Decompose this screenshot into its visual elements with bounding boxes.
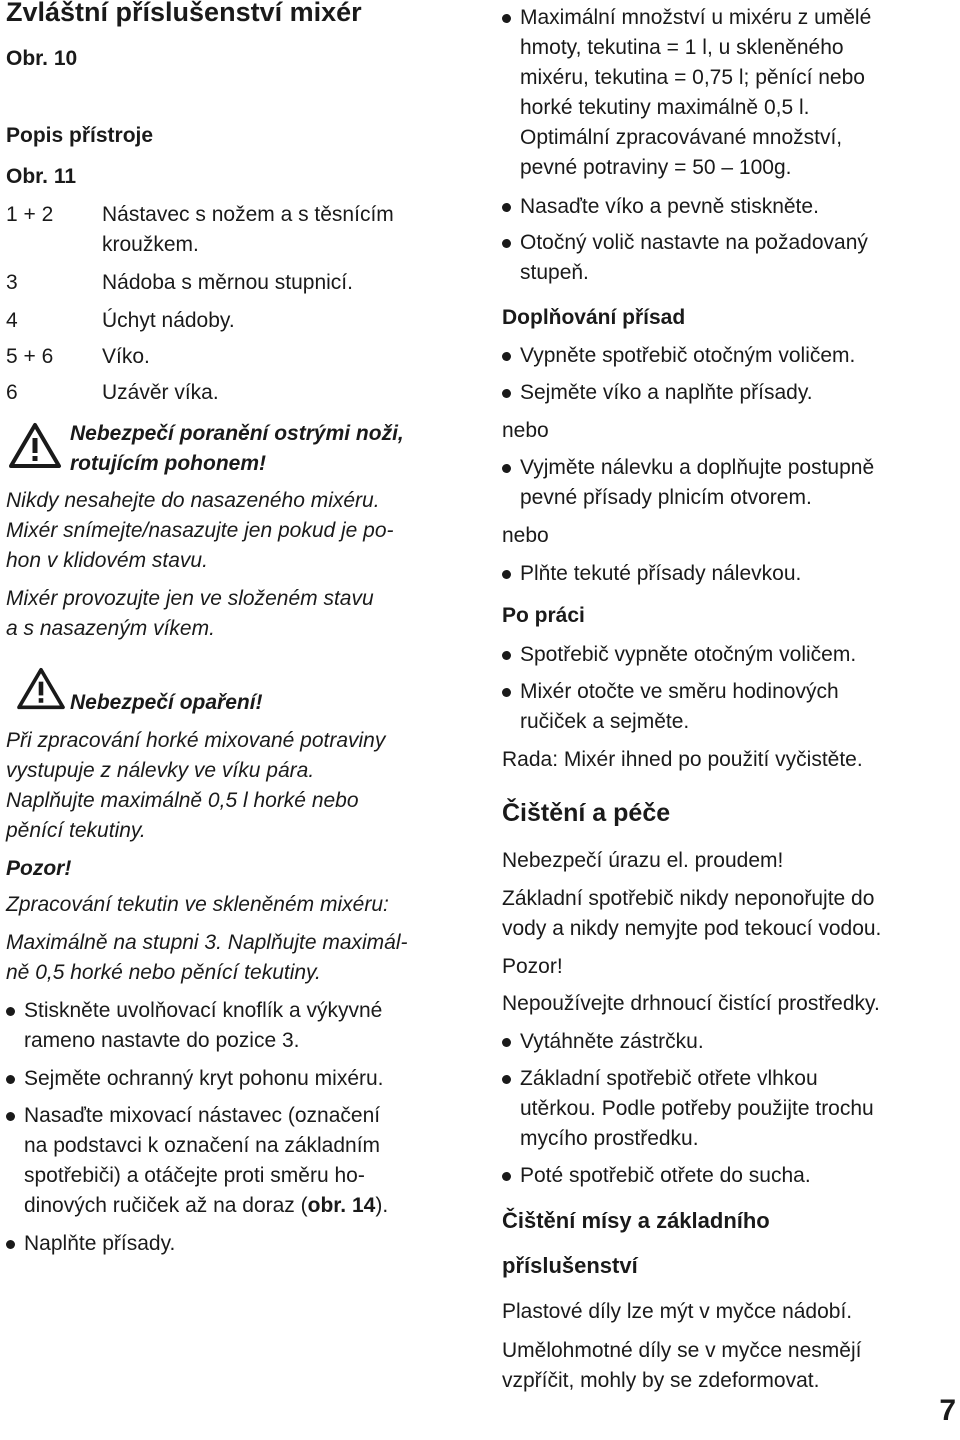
bullet-icon (502, 1038, 511, 1047)
list-item-text: Optimální zpracovávané množství, (520, 126, 843, 149)
warning-text: Při zpracování horké mixované potraviny (6, 729, 386, 752)
list-item-text: utěrkou. Podle potřeby použijte trochu (520, 1097, 874, 1120)
list-item-text: Sejměte víko a naplňte přísady. (520, 381, 813, 404)
list-item-text: pevné potraviny = 50 – 100g. (520, 156, 792, 179)
caution-label: Pozor! (502, 955, 563, 978)
bullet-icon (6, 1075, 15, 1084)
bullet-icon (6, 1240, 15, 1249)
list-item-text: spotřebiči) a otáčejte proti směru ho- (24, 1164, 365, 1187)
list-item-text: hmoty, tekutina = 1 l, u skleněného (520, 36, 844, 59)
list-item-text: Vytáhněte zástrčku. (520, 1030, 704, 1053)
list-item-text: ručiček a sejměte. (520, 710, 690, 733)
subheading: Popis přístroje (6, 124, 154, 147)
bullet-icon (502, 651, 511, 660)
figure-ref: Obr. 11 (6, 165, 77, 188)
bullet-icon (502, 352, 511, 361)
list-item-text: Spotřebič vypněte otočným voličem. (520, 643, 857, 666)
list-item-text: pevné přísady plnicím otvorem. (520, 486, 812, 509)
caution-text: ně 0,5 horké nebo pěnící tekutiny. (6, 961, 321, 984)
bullet-icon (502, 1172, 511, 1181)
list-item-text: Stiskněte uvolňovací knoflík a výkyvné (24, 999, 383, 1022)
list-item-text: Vyjměte nálevku a doplňujte postupně (520, 456, 875, 479)
list-item-text: na podstavci k označení na základním (24, 1134, 381, 1157)
list-item-text: mixéru, tekutina = 0,75 l; pěnící nebo (520, 66, 865, 89)
bullet-icon (502, 570, 511, 579)
caution-text: Maximálně na stupni 3. Naplňujte maximál- (6, 931, 408, 954)
warning-text: Nikdy nesahejte do nasazeného mixéru. (6, 489, 380, 512)
list-item-text: Vypněte spotřebič otočným voličem. (520, 344, 856, 367)
subheading: Doplňování přísad (502, 306, 686, 329)
part-number: 5 + 6 (6, 345, 54, 368)
paragraph: Základní spotřebič nikdy neponořujte do (502, 887, 875, 910)
bullet-icon (502, 688, 511, 697)
warning-text: Mixér provozujte jen ve složeném stavu (6, 587, 374, 610)
part-description: Nástavec s nožem a s těsnícím (102, 203, 394, 226)
paragraph: vzpříčit, mohly by se zdeformovat. (502, 1369, 820, 1392)
paragraph: Umělohmotné díly se v myčce nesmějí (502, 1339, 862, 1362)
part-description: Úchyt nádoby. (102, 309, 235, 332)
warning-title: Nebezpečí opaření! (70, 691, 263, 714)
part-number: 3 (6, 271, 18, 294)
warning-triangle-icon (16, 667, 66, 711)
tip-text: Rada: Mixér ihned po použití vyčistěte. (502, 748, 863, 771)
list-item-text: dinových ručiček až na doraz (obr. 14). (24, 1194, 389, 1217)
bullet-icon (6, 1112, 15, 1121)
paragraph: vody a nikdy nemyjte pod tekoucí vodou. (502, 917, 882, 940)
list-item-text: Plňte tekuté přísady nálevkou. (520, 562, 802, 585)
list-item-text: mycího prostředku. (520, 1127, 699, 1150)
caution-text: Zpracování tekutin ve skleněném mixéru: (6, 893, 389, 916)
part-number: 1 + 2 (6, 203, 54, 226)
figure-ref: Obr. 10 (6, 47, 78, 70)
or-label: nebo (502, 419, 549, 442)
list-item-text: Nasaďte mixovací nástavec (označení (24, 1104, 381, 1127)
warning-text: Naplňujte maximálně 0,5 l horké nebo (6, 789, 359, 812)
list-item-text: stupeň. (520, 261, 589, 284)
subheading: Po práci (502, 604, 585, 627)
bullet-icon (502, 239, 511, 248)
paragraph: Nepoužívejte drhnoucí čistící prostředky. (502, 992, 880, 1015)
list-item-text: Otočný volič nastavte na požadovaný (520, 231, 868, 254)
part-number: 6 (6, 381, 18, 404)
list-item-text: Poté spotřebič otřete do sucha. (520, 1164, 811, 1187)
warning-text: a s nasazeným víkem. (6, 617, 215, 640)
subheading: příslušenství (502, 1253, 638, 1278)
section-title: Čištění a péče (502, 799, 671, 827)
or-label: nebo (502, 524, 549, 547)
list-item-text: Mixér otočte ve směru hodinových (520, 680, 839, 703)
bullet-icon (502, 1075, 511, 1084)
bullet-icon (6, 1007, 15, 1016)
warning-title: rotujícím pohonem! (70, 452, 266, 475)
bullet-icon (502, 389, 511, 398)
list-item-text: Maximální množství u mixéru z umělé (520, 6, 872, 29)
warning-triangle-icon (8, 422, 62, 470)
paragraph: Plastové díly lze mýt v myčce nádobí. (502, 1300, 853, 1323)
part-description: kroužkem. (102, 233, 199, 256)
caution-label: Pozor! (6, 857, 72, 880)
warning-text: pěnící tekutiny. (6, 819, 146, 842)
warning-title: Nebezpečí poranění ostrými noži, (70, 422, 404, 445)
warning-text: vystupuje z nálevky ve víku pára. (6, 759, 315, 782)
warning-text: hon v klidovém stavu. (6, 549, 208, 572)
section-title: Zvláštní příslušenství mixér (6, 0, 362, 27)
warning-text: Nebezpečí úrazu el. proudem! (502, 849, 784, 872)
bullet-icon (502, 14, 511, 23)
subheading: Čištění mísy a základního (502, 1208, 770, 1233)
page-number: 7 (939, 1394, 956, 1427)
part-description: Nádoba s měrnou stupnicí. (102, 271, 353, 294)
list-item-text: rameno nastavte do pozice 3. (24, 1029, 300, 1052)
list-item-text: horké tekutiny maximálně 0,5 l. (520, 96, 810, 119)
bullet-icon (502, 464, 511, 473)
warning-text: Mixér snímejte/nasazujte jen pokud je po- (6, 519, 394, 542)
part-description: Uzávěr víka. (102, 381, 219, 404)
list-item-text: Naplňte přísady. (24, 1232, 176, 1255)
bullet-icon (502, 203, 511, 212)
list-item-text: Sejměte ochranný kryt pohonu mixéru. (24, 1067, 384, 1090)
list-item-text: Základní spotřebič otřete vlhkou (520, 1067, 818, 1090)
part-number: 4 (6, 309, 18, 332)
part-description: Víko. (102, 345, 150, 368)
list-item-text: Nasaďte víko a pevně stiskněte. (520, 195, 819, 218)
